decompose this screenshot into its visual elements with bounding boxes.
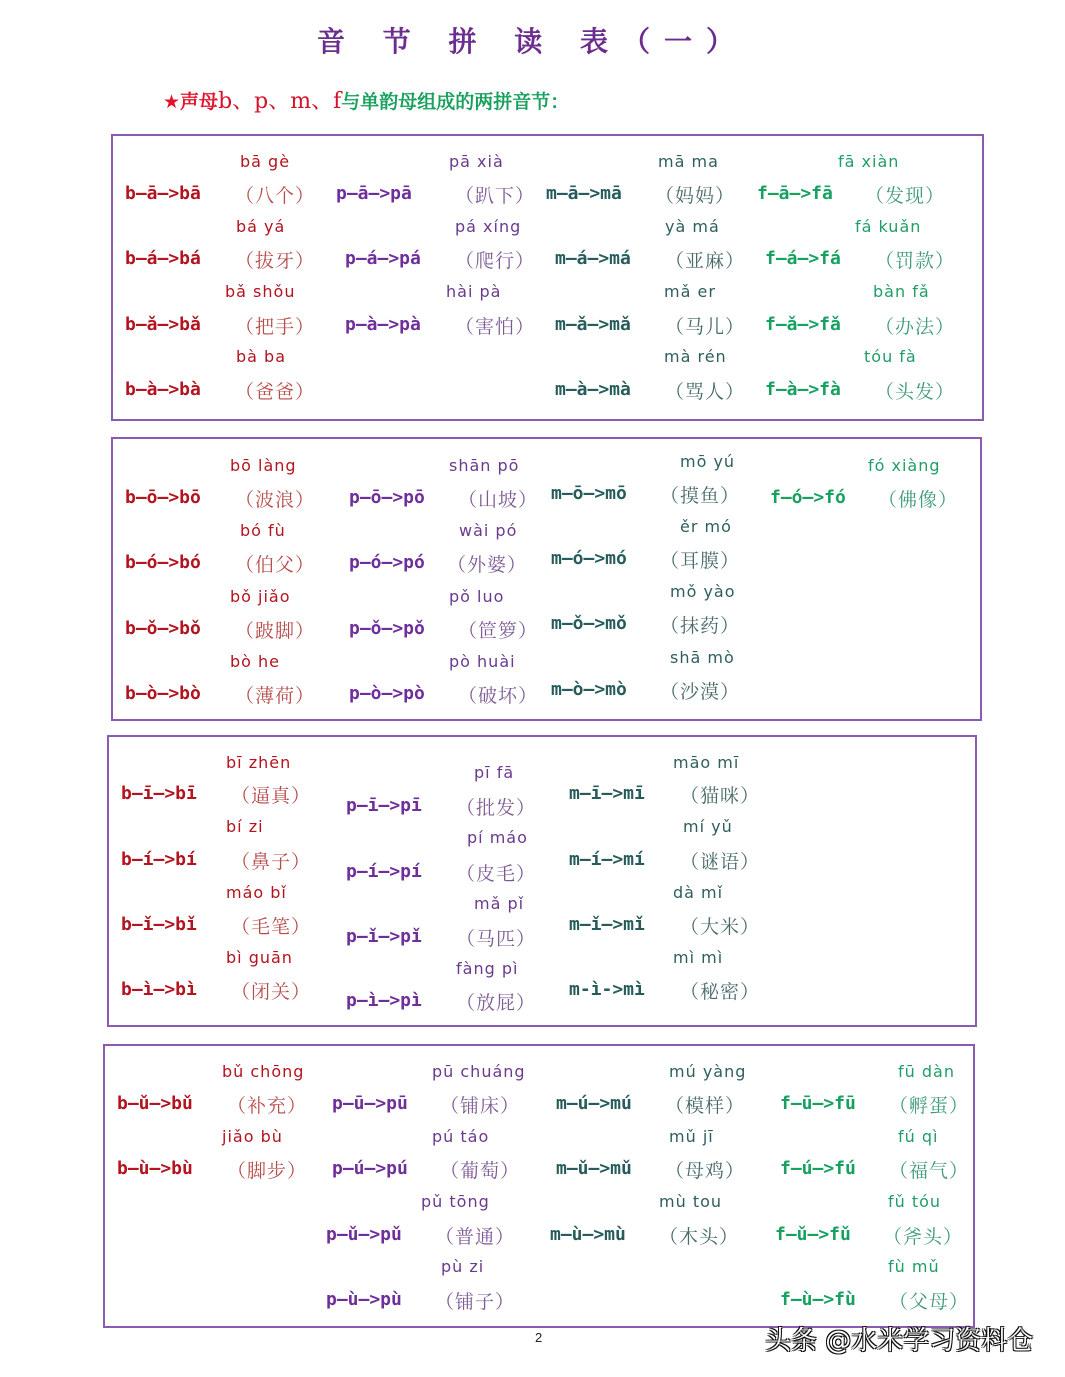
spelling-formula: f—á—>fá <box>765 248 841 269</box>
pinyin-label: fù mǔ <box>888 1257 940 1276</box>
heading-suffix: 与单韵母组成的两拼音节： <box>341 91 570 113</box>
page-title: 音 节 拼 读 表（一） <box>317 25 748 58</box>
pinyin-label: bà ba <box>236 347 287 366</box>
chinese-word: （脚步） <box>227 1160 308 1182</box>
spelling-formula: b—ǒ—>bǒ <box>125 618 201 639</box>
page-number: 2 <box>535 1330 543 1345</box>
pinyin-label: fàng pì <box>456 959 519 978</box>
chinese-word: （毛笔） <box>231 916 312 938</box>
spelling-formula: m—ā—>mā <box>546 183 622 204</box>
spelling-formula: m—ó—>mó <box>551 548 627 569</box>
spelling-formula: m—ǔ—>mǔ <box>556 1158 632 1179</box>
spelling-formula: b—ī—>bī <box>121 783 197 804</box>
pinyin-label: fó xiàng <box>868 456 941 475</box>
pinyin-label: bā gè <box>240 152 291 171</box>
pinyin-label: mú yàng <box>669 1062 747 1081</box>
pinyin-label: pǒ luo <box>449 587 505 606</box>
pinyin-label: fā xiàn <box>838 152 900 171</box>
chinese-word: （补充） <box>227 1095 308 1117</box>
star-icon: ★ <box>163 91 181 113</box>
section-heading <box>163 84 569 115</box>
pinyin-label: pá xíng <box>455 217 522 236</box>
pinyin-label: pā xià <box>449 152 504 171</box>
pinyin-label: hài pà <box>446 282 502 301</box>
chinese-word: （伯父） <box>235 554 316 576</box>
pinyin-label: bí zi <box>226 817 264 836</box>
spelling-formula: b—ō—>bō <box>125 487 201 508</box>
chinese-word: （爬行） <box>455 250 536 272</box>
syllable-box-o <box>111 437 982 721</box>
chinese-word: （逼真） <box>231 785 312 807</box>
chinese-word: （摸鱼） <box>660 485 741 507</box>
spelling-formula: p—ò—>pò <box>349 683 425 704</box>
pinyin-label: ěr mó <box>680 517 732 536</box>
pinyin-label: pǔ tōng <box>421 1192 490 1211</box>
pinyin-label: fá kuǎn <box>855 217 922 236</box>
chinese-word: （爸爸） <box>235 381 316 403</box>
pinyin-label: bī zhēn <box>226 753 292 772</box>
chinese-word: （木头） <box>659 1226 740 1248</box>
chinese-word: （跛脚） <box>235 620 316 642</box>
chinese-word: （外婆） <box>447 554 528 576</box>
pinyin-label: shān pō <box>449 456 520 475</box>
chinese-word: （鼻子） <box>231 851 312 873</box>
chinese-word: （斧头） <box>883 1226 964 1248</box>
spelling-formula: p—ì—>pì <box>346 990 422 1011</box>
chinese-word: （铺子） <box>435 1291 516 1313</box>
chinese-word: （铺床） <box>440 1095 521 1117</box>
pinyin-label: pù zi <box>441 1257 485 1276</box>
chinese-word: （猫咪） <box>680 785 761 807</box>
spelling-formula: b—ù—>bù <box>117 1158 193 1179</box>
chinese-word: （害怕） <box>455 316 536 338</box>
pinyin-label: dà mǐ <box>673 883 724 902</box>
spelling-formula: b—á—>bá <box>125 248 201 269</box>
chinese-word: （批发） <box>456 797 537 819</box>
spelling-formula: p—ó—>pó <box>349 552 425 573</box>
chinese-word: （普通） <box>435 1226 516 1248</box>
pinyin-label: bō làng <box>230 456 297 475</box>
pinyin-label: bì guān <box>226 948 293 967</box>
watermark: 头条 @水米学习资料仓 <box>765 1326 1034 1356</box>
spelling-formula: p—ī—>pī <box>346 795 422 816</box>
chinese-word: （头发） <box>875 381 956 403</box>
pinyin-label: mì mì <box>673 948 724 967</box>
pinyin-label: pí máo <box>467 828 528 847</box>
pinyin-label: wài pó <box>459 521 518 540</box>
pinyin-label: mǔ jī <box>669 1127 714 1146</box>
spelling-formula: f—ā—>fā <box>757 183 833 204</box>
spelling-formula: m—ō—>mō <box>551 483 627 504</box>
pinyin-label: bǔ chōng <box>222 1062 305 1081</box>
spelling-formula: p—ú—>pú <box>332 1158 408 1179</box>
spelling-formula: f—ù—>fù <box>780 1289 856 1310</box>
spelling-formula: f—ó—>fó <box>770 487 846 508</box>
pinyin-label: yà má <box>665 217 720 236</box>
spelling-formula: p—á—>pá <box>345 248 421 269</box>
spelling-formula: b—ā—>bā <box>125 183 201 204</box>
spelling-formula: p—í—>pí <box>346 861 422 882</box>
spelling-formula: b—ó—>bó <box>125 552 201 573</box>
chinese-word: （大米） <box>680 916 761 938</box>
spelling-formula: p—à—>pà <box>345 314 421 335</box>
pinyin-label: mā ma <box>658 152 719 171</box>
pinyin-label: pú táo <box>432 1127 490 1146</box>
chinese-word: （放屁） <box>456 992 537 1014</box>
chinese-word: （谜语） <box>680 851 761 873</box>
chinese-word: （发现） <box>865 185 946 207</box>
spelling-formula: p—ō—>pō <box>349 487 425 508</box>
spelling-formula: p—ā—>pā <box>336 183 412 204</box>
pinyin-label: bá yá <box>236 217 286 236</box>
spelling-formula: f—ǎ—>fǎ <box>765 314 841 335</box>
spelling-formula: m—ǐ—>mǐ <box>569 914 645 935</box>
chinese-word: （骂人） <box>665 381 746 403</box>
pinyin-label: mǒ yào <box>670 582 736 601</box>
chinese-word: （八个） <box>235 185 316 207</box>
spelling-formula: p—ū—>pū <box>332 1093 408 1114</box>
pinyin-label: mà rén <box>664 347 727 366</box>
pinyin-label: māo mī <box>673 753 740 772</box>
chinese-word: （父母） <box>889 1291 970 1313</box>
chinese-word: （办法） <box>875 316 956 338</box>
spelling-formula: b—ǎ—>bǎ <box>125 314 201 335</box>
chinese-word: （孵蛋） <box>889 1095 970 1117</box>
chinese-word: （波浪） <box>235 489 316 511</box>
pinyin-label: máo bǐ <box>226 883 287 902</box>
pinyin-label: jiǎo bù <box>222 1127 283 1146</box>
spelling-formula: m—á—>má <box>555 248 631 269</box>
pinyin-label: mù tou <box>659 1192 723 1211</box>
spelling-formula: m-ì->mì <box>569 979 645 1000</box>
chinese-word: （马儿） <box>665 316 746 338</box>
spelling-formula: b—ò—>bò <box>125 683 201 704</box>
spelling-formula: f—ǔ—>fǔ <box>775 1224 851 1245</box>
pinyin-label: bàn fǎ <box>873 282 930 301</box>
pinyin-label: mǎ pǐ <box>474 894 525 913</box>
chinese-word: （福气） <box>889 1160 970 1182</box>
spelling-formula: f—à—>fà <box>765 379 841 400</box>
chinese-word: （皮毛） <box>456 863 537 885</box>
pinyin-label: fú qì <box>898 1127 939 1146</box>
spelling-formula: m—ò—>mò <box>551 679 627 700</box>
spelling-formula: m—ú—>mú <box>556 1093 632 1114</box>
chinese-word: （把手） <box>235 316 316 338</box>
chinese-word: （耳膜） <box>660 550 741 572</box>
spelling-formula: f—ú—>fú <box>780 1158 856 1179</box>
chinese-word: （佛像） <box>878 489 959 511</box>
pinyin-label: tóu fà <box>864 347 917 366</box>
pinyin-label: pū chuáng <box>432 1062 526 1081</box>
chinese-word: （沙漠） <box>660 681 741 703</box>
pinyin-label: bó fù <box>240 521 286 540</box>
spelling-formula: p—ǒ—>pǒ <box>349 618 425 639</box>
chinese-word: （趴下） <box>455 185 536 207</box>
pinyin-label: mí yǔ <box>683 817 733 836</box>
pinyin-label: shā mò <box>670 648 735 667</box>
spelling-formula: m—ù—>mù <box>550 1224 626 1245</box>
pinyin-label: pò huài <box>449 652 516 671</box>
chinese-word: （葡萄） <box>440 1160 521 1182</box>
chinese-word: （妈妈） <box>655 185 736 207</box>
pinyin-label: mō yú <box>680 452 736 471</box>
spelling-formula: b—ǐ—>bǐ <box>121 914 197 935</box>
syllable-box-u <box>103 1044 975 1328</box>
chinese-word: （罚款） <box>875 250 956 272</box>
pinyin-label: fū dàn <box>898 1062 955 1081</box>
spelling-formula: p—ǔ—>pǔ <box>326 1224 402 1245</box>
pinyin-label: fǔ tóu <box>888 1192 942 1211</box>
chinese-word: （闭关） <box>231 981 312 1003</box>
pinyin-label: mǎ er <box>664 282 716 301</box>
spelling-formula: b—ǔ—>bǔ <box>117 1093 193 1114</box>
heading-prefix: 声母 <box>180 91 219 113</box>
spelling-formula: m—í—>mí <box>569 849 645 870</box>
chinese-word: （薄荷） <box>235 685 316 707</box>
chinese-word: （模样） <box>665 1095 746 1117</box>
spelling-formula: b—ì—>bì <box>121 979 197 1000</box>
spelling-formula: m—à—>mà <box>555 379 631 400</box>
pinyin-label: bǒ jiǎo <box>230 587 291 606</box>
pinyin-label: pī fā <box>474 763 515 782</box>
chinese-word: （秘密） <box>680 981 761 1003</box>
heading-letters: b、p、m、f <box>218 89 342 114</box>
chinese-word: （笸箩） <box>458 620 539 642</box>
spelling-formula: m—ǎ—>mǎ <box>555 314 631 335</box>
chinese-word: （山坡） <box>458 489 539 511</box>
pinyin-label: bǎ shǒu <box>225 282 296 301</box>
spelling-formula: p—ù—>pù <box>326 1289 402 1310</box>
spelling-formula: p—ǐ—>pǐ <box>346 926 422 947</box>
chinese-word: （母鸡） <box>665 1160 746 1182</box>
spelling-formula: m—ǒ—>mǒ <box>551 613 627 634</box>
chinese-word: （拔牙） <box>235 250 316 272</box>
chinese-word: （亚麻） <box>665 250 746 272</box>
chinese-word: （破坏） <box>458 685 539 707</box>
chinese-word: （马匹） <box>456 928 537 950</box>
chinese-word: （抹药） <box>660 615 741 637</box>
spelling-formula: m—ī—>mī <box>569 783 645 804</box>
spelling-formula: b—à—>bà <box>125 379 201 400</box>
pinyin-label: bò he <box>230 652 281 671</box>
spelling-formula: b—í—>bí <box>121 849 197 870</box>
spelling-formula: f—ū—>fū <box>780 1093 856 1114</box>
